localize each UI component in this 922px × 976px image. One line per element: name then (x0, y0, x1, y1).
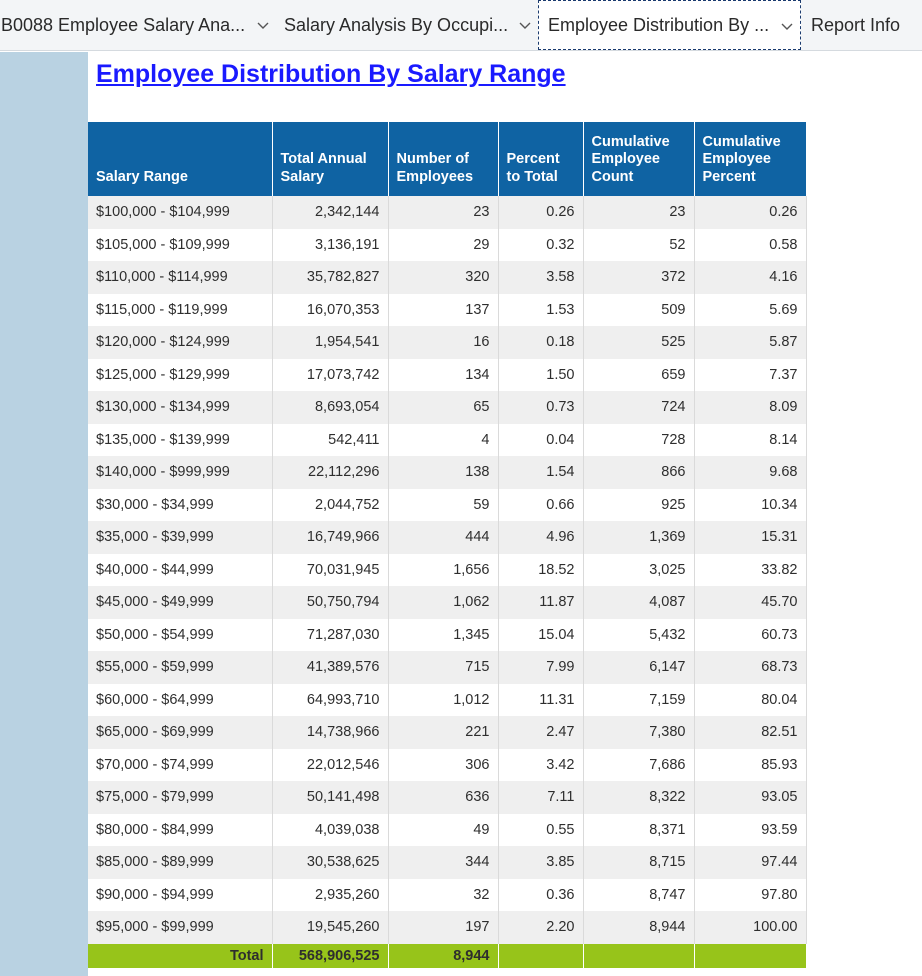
table-cell: $65,000 - $69,999 (88, 716, 272, 749)
table-cell: 0.26 (498, 196, 583, 229)
table-cell: 11.87 (498, 586, 583, 619)
table-cell: 85.93 (694, 749, 806, 782)
table-cell: 636 (388, 781, 498, 814)
table-cell: 97.80 (694, 879, 806, 912)
table-row (88, 911, 806, 944)
table-cell: 3,136,191 (272, 229, 388, 262)
table-cell: 5.87 (694, 326, 806, 359)
tab-label: Report Info (811, 15, 901, 35)
column-header: Salary Range (88, 122, 272, 196)
table-cell: 50,141,498 (272, 781, 388, 814)
table-row (88, 749, 806, 782)
table-cell: 444 (388, 521, 498, 554)
table-cell: 59 (388, 489, 498, 522)
table-cell: 16,749,966 (272, 521, 388, 554)
table-cell: 22,012,546 (272, 749, 388, 782)
table-cell: $55,000 - $59,999 (88, 651, 272, 684)
table-cell: 138 (388, 456, 498, 489)
table-cell: 1,656 (388, 554, 498, 587)
table-cell: 52 (583, 229, 694, 262)
table-cell: 7.99 (498, 651, 583, 684)
table-row (88, 424, 806, 457)
table-cell: $60,000 - $64,999 (88, 684, 272, 717)
table-cell: 9.68 (694, 456, 806, 489)
table-cell: 2.20 (498, 911, 583, 944)
table-cell: 525 (583, 326, 694, 359)
table-cell: 1,345 (388, 619, 498, 652)
table-cell: 344 (388, 846, 498, 879)
table-cell: 5,432 (583, 619, 694, 652)
table-cell: 0.36 (498, 879, 583, 912)
table-cell: 32 (388, 879, 498, 912)
chevron-down-icon[interactable] (518, 18, 532, 32)
table-row (88, 359, 806, 392)
table-cell: $40,000 - $44,999 (88, 554, 272, 587)
table-cell: 4,039,038 (272, 814, 388, 847)
table-cell: 80.04 (694, 684, 806, 717)
table-cell: 65 (388, 391, 498, 424)
total-salary: 568,906,525 (272, 944, 388, 968)
table-cell: 8,693,054 (272, 391, 388, 424)
table-cell: 1,954,541 (272, 326, 388, 359)
table-cell: 2.47 (498, 716, 583, 749)
table-cell: 19,545,260 (272, 911, 388, 944)
table-row (88, 619, 806, 652)
table-cell: 16,070,353 (272, 294, 388, 327)
table-cell: 5.69 (694, 294, 806, 327)
table-cell: $95,000 - $99,999 (88, 911, 272, 944)
table-cell: 0.55 (498, 814, 583, 847)
table-cell: 866 (583, 456, 694, 489)
table-cell: 33.82 (694, 554, 806, 587)
total-row (88, 944, 806, 968)
table-cell: $70,000 - $74,999 (88, 749, 272, 782)
table-cell: 3.85 (498, 846, 583, 879)
table-cell: 3,025 (583, 554, 694, 587)
table-cell: 306 (388, 749, 498, 782)
table-cell: 7,380 (583, 716, 694, 749)
table-cell: 659 (583, 359, 694, 392)
table-cell: 0.04 (498, 424, 583, 457)
table-cell: 728 (583, 424, 694, 457)
table-cell: $140,000 - $999,999 (88, 456, 272, 489)
table-cell: 925 (583, 489, 694, 522)
table-row (88, 326, 806, 359)
table-cell: 4,087 (583, 586, 694, 619)
table-cell: 10.34 (694, 489, 806, 522)
table-cell: 97.44 (694, 846, 806, 879)
chevron-down-icon[interactable] (256, 18, 270, 32)
salary-range-table (88, 122, 807, 968)
table-cell: 7.11 (498, 781, 583, 814)
table-cell: 29 (388, 229, 498, 262)
tab-label: B0088 Employee Salary Ana... (1, 15, 246, 35)
chevron-down-icon[interactable] (780, 19, 794, 33)
table-cell: 1,369 (583, 521, 694, 554)
table-cell: 93.59 (694, 814, 806, 847)
table-cell: 137 (388, 294, 498, 327)
table-row (88, 716, 806, 749)
table-row (88, 879, 806, 912)
table-cell: 0.66 (498, 489, 583, 522)
tab-salary-analysis-by-occupation[interactable] (276, 0, 538, 51)
table-cell: 64,993,710 (272, 684, 388, 717)
table-row (88, 294, 806, 327)
total-employees: 8,944 (388, 944, 498, 968)
table-cell: 8,371 (583, 814, 694, 847)
table-cell: 715 (388, 651, 498, 684)
table-row (88, 814, 806, 847)
table-cell: 134 (388, 359, 498, 392)
table-cell: 1.53 (498, 294, 583, 327)
column-header: Number of Employees (388, 122, 498, 196)
table-row (88, 489, 806, 522)
table-cell: 6,147 (583, 651, 694, 684)
table-cell: 0.18 (498, 326, 583, 359)
table-cell: 7,686 (583, 749, 694, 782)
table-cell: 8,322 (583, 781, 694, 814)
table-cell: 8,747 (583, 879, 694, 912)
table-cell: 8,944 (583, 911, 694, 944)
table-cell: 35,782,827 (272, 261, 388, 294)
table-cell: 45.70 (694, 586, 806, 619)
table-cell: 93.05 (694, 781, 806, 814)
table-cell: 8,715 (583, 846, 694, 879)
table-cell: $80,000 - $84,999 (88, 814, 272, 847)
table-cell: $105,000 - $109,999 (88, 229, 272, 262)
table-cell: 23 (583, 196, 694, 229)
table-cell: 509 (583, 294, 694, 327)
total-label: Total (88, 944, 272, 968)
column-header: Cumulative Employee Percent (694, 122, 806, 196)
table-row (88, 196, 806, 229)
table-cell: 41,389,576 (272, 651, 388, 684)
table-row (88, 586, 806, 619)
table-cell: 1.50 (498, 359, 583, 392)
table-row (88, 456, 806, 489)
table-cell: $50,000 - $54,999 (88, 619, 272, 652)
table-cell: 2,342,144 (272, 196, 388, 229)
table-cell: 4.16 (694, 261, 806, 294)
table-cell: 7.37 (694, 359, 806, 392)
table-row (88, 684, 806, 717)
table-row (88, 391, 806, 424)
table-cell: 17,073,742 (272, 359, 388, 392)
table-row (88, 261, 806, 294)
table-cell: 1,062 (388, 586, 498, 619)
table-cell: $120,000 - $124,999 (88, 326, 272, 359)
table-cell: $30,000 - $34,999 (88, 489, 272, 522)
tab-report-info[interactable] (801, 0, 922, 51)
table-cell: $45,000 - $49,999 (88, 586, 272, 619)
table-row (88, 846, 806, 879)
table-cell: 18.52 (498, 554, 583, 587)
table-cell: $115,000 - $119,999 (88, 294, 272, 327)
table-cell: 30,538,625 (272, 846, 388, 879)
table-row (88, 554, 806, 587)
table-row (88, 521, 806, 554)
tab-employee-salary-analysis[interactable] (0, 0, 276, 51)
table-cell: 71,287,030 (272, 619, 388, 652)
table-cell: $90,000 - $94,999 (88, 879, 272, 912)
total-empty-cell (694, 944, 806, 968)
table-cell: 4.96 (498, 521, 583, 554)
table-cell: 542,411 (272, 424, 388, 457)
column-header: Total Annual Salary (272, 122, 388, 196)
report-title-link[interactable]: Employee Distribution By Salary Range (96, 60, 566, 88)
table-cell: 14,738,966 (272, 716, 388, 749)
table-cell: 7,159 (583, 684, 694, 717)
table-cell: 60.73 (694, 619, 806, 652)
table-row (88, 229, 806, 262)
table-header-row (88, 122, 806, 196)
table-cell: $135,000 - $139,999 (88, 424, 272, 457)
table-cell: 50,750,794 (272, 586, 388, 619)
table-cell: $35,000 - $39,999 (88, 521, 272, 554)
table-cell: 221 (388, 716, 498, 749)
tab-label: Employee Distribution By ... (548, 14, 770, 35)
table-cell: 3.58 (498, 261, 583, 294)
table-cell: 22,112,296 (272, 456, 388, 489)
table-cell: $75,000 - $79,999 (88, 781, 272, 814)
report-tab-bar (0, 0, 922, 51)
table-cell: 8.14 (694, 424, 806, 457)
tab-employee-distribution[interactable] (538, 0, 801, 50)
table-cell: $125,000 - $129,999 (88, 359, 272, 392)
table-row (88, 781, 806, 814)
table-cell: $110,000 - $114,999 (88, 261, 272, 294)
table-cell: 2,044,752 (272, 489, 388, 522)
table-cell: 100.00 (694, 911, 806, 944)
side-panel (0, 52, 88, 976)
table-cell: $100,000 - $104,999 (88, 196, 272, 229)
column-header: Percent to Total (498, 122, 583, 196)
table-cell: 15.31 (694, 521, 806, 554)
total-empty-cell (498, 944, 583, 968)
table-cell: 4 (388, 424, 498, 457)
table-cell: 372 (583, 261, 694, 294)
column-header: Cumulative Employee Count (583, 122, 694, 196)
table-cell: 15.04 (498, 619, 583, 652)
table-cell: 70,031,945 (272, 554, 388, 587)
table-cell: $85,000 - $89,999 (88, 846, 272, 879)
table-cell: 82.51 (694, 716, 806, 749)
table-cell: 23 (388, 196, 498, 229)
table-cell: 49 (388, 814, 498, 847)
table-cell: 1.54 (498, 456, 583, 489)
table-cell: 8.09 (694, 391, 806, 424)
tab-label: Salary Analysis By Occupi... (284, 15, 509, 35)
table-cell: 724 (583, 391, 694, 424)
table-cell: 3.42 (498, 749, 583, 782)
total-empty-cell (583, 944, 694, 968)
table-cell: 0.32 (498, 229, 583, 262)
table-cell: 0.58 (694, 229, 806, 262)
table-cell: 0.26 (694, 196, 806, 229)
table-row (88, 651, 806, 684)
table-cell: 320 (388, 261, 498, 294)
table-cell: 16 (388, 326, 498, 359)
table-cell: 11.31 (498, 684, 583, 717)
table-cell: 197 (388, 911, 498, 944)
table-cell: 68.73 (694, 651, 806, 684)
table-cell: 2,935,260 (272, 879, 388, 912)
table-cell: $130,000 - $134,999 (88, 391, 272, 424)
table-cell: 1,012 (388, 684, 498, 717)
table-cell: 0.73 (498, 391, 583, 424)
